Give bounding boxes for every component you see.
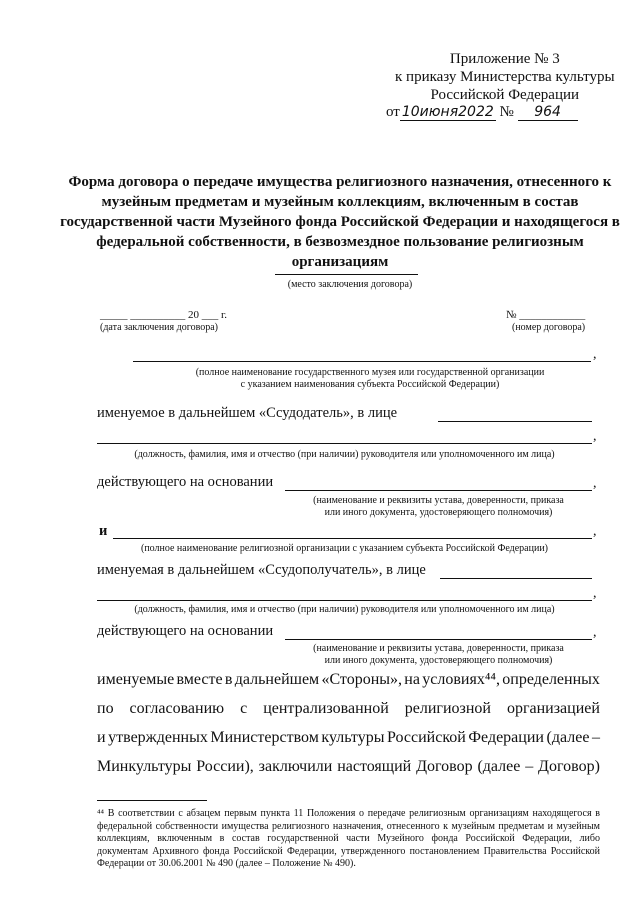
borrower-text: именуемая в дальнейшем «Ссудополучатель», в лице — [97, 562, 426, 578]
basis-caption-2b: или иного документа, удостоверяющего полномочия) — [324, 655, 553, 666]
word: Минкультуры — [97, 758, 192, 775]
word: вместе — [176, 671, 223, 688]
word: Федерации — [468, 729, 544, 746]
lender-text: именуемое в дальнейшем «Ссудодатель», в лице — [97, 405, 398, 421]
appendix-order-line: к приказу Министерства культуры — [395, 69, 615, 85]
date-field: _____ __________ 20 ___ г. — [100, 309, 228, 321]
place-field-line — [275, 274, 418, 275]
word: «Стороны», — [321, 671, 403, 688]
word: централизованной — [263, 700, 389, 717]
word: – — [591, 729, 600, 746]
acting-text-1: действующего на основании — [97, 474, 274, 490]
word: заключили — [258, 758, 333, 775]
word: – — [525, 758, 534, 775]
word: России), — [196, 758, 254, 775]
acting-text-2: действующего на основании — [97, 623, 274, 639]
official-line-1 — [97, 443, 592, 444]
word: дальнейшем — [234, 671, 320, 688]
word: настоящий — [337, 758, 412, 775]
para-line-1 — [97, 671, 600, 689]
word: согласованию — [129, 700, 225, 717]
word: (далее — [546, 729, 590, 746]
date-caption: (дата заключения договора) — [100, 322, 218, 333]
basis-caption-1a: (наименование и реквизиты устава, доверенности, приказа — [313, 495, 564, 506]
appendix-block — [395, 50, 615, 104]
official-caption-1: (должность, фамилия, имя и отчество (при наличии) руководителя или уполномоченного им лица) — [134, 449, 555, 460]
footnote-text: ⁴⁴ В соответствии с абзацем первым пункта 11 Положения о передаче религиозным организациям находящегося в федеральной собственности имущества религиозного назначения, отнесенного к музейным предметам и музейным коллекциям, включенным в состав государственной части Музейного фонда Российской Федерации, либо документам Архивного фонда Российской Федерации, утвержденного постановлением Правительства Российской Федерации от 30.06.2001 № 490 (далее – Положение № 490). — [97, 808, 600, 869]
comma-3: , — [593, 476, 597, 491]
handwritten-number: 964 — [518, 104, 578, 121]
number-label: № — [499, 104, 514, 120]
number-field: № ____________ — [506, 309, 586, 321]
comma-4: , — [593, 524, 597, 539]
official-caption-2: (должность, фамилия, имя и отчество (при наличии) руководителя или уполномоченного им лица) — [134, 604, 555, 615]
date-prefix: от — [386, 104, 400, 120]
place-caption: (место заключения договора) — [287, 279, 413, 290]
and-text: и — [99, 523, 108, 539]
religious-caption: (полное наименование религиозной организации с указанием субъекта Российской Федерации) — [140, 543, 549, 554]
museum-name-line — [133, 361, 591, 362]
word: условиях⁴⁴, — [422, 671, 500, 688]
word: на — [404, 671, 420, 688]
word: организацией — [506, 700, 600, 717]
word: именуемые — [97, 671, 175, 688]
word: культуры — [321, 729, 385, 746]
word: и — [97, 729, 106, 746]
word: Российской — [387, 729, 466, 746]
word: (далее — [477, 758, 521, 775]
basis-line-1 — [285, 490, 592, 491]
word: Министерством — [210, 729, 319, 746]
religious-org-line — [113, 538, 592, 539]
comma-2: , — [593, 429, 597, 444]
basis-caption-2a: (наименование и реквизиты устава, доверенности, приказа — [313, 643, 564, 654]
word: в — [224, 671, 233, 688]
word: по — [97, 700, 114, 717]
comma-5: , — [593, 586, 597, 601]
basis-line-2 — [285, 639, 592, 640]
para-line-4 — [97, 758, 600, 776]
appendix-title: Приложение № 3 — [449, 51, 560, 67]
number-caption: (номер договора) — [512, 322, 586, 333]
word: религиозной — [404, 700, 491, 717]
appendix-date-line — [386, 104, 578, 121]
official-line-2 — [97, 600, 592, 601]
footnote-separator — [97, 800, 207, 801]
word: Договор) — [538, 758, 600, 775]
handwritten-date: 10июня2022 — [401, 104, 494, 120]
word: с — [240, 700, 248, 717]
word: Договор — [416, 758, 473, 775]
basis-caption-1b: или иного документа, удостоверяющего полномочия) — [324, 507, 553, 518]
comma-6: , — [593, 625, 597, 640]
para-line-2 — [97, 700, 600, 718]
word: определенных — [502, 671, 600, 688]
word: утвержденных — [108, 729, 208, 746]
document-title: Форма договора о передаче имущества религиозного назначения, отнесенного к музейным предметам и музейным коллекциям, включенным в состав государственной части Музейного фонда Российской Федерации и находящегося в федеральной собственности, в безвозмездное пользование религиозным организациям — [60, 174, 620, 270]
lender-representative-line — [438, 421, 592, 422]
museum-caption-1: (полное наименование государственного музея или государственной организации — [195, 367, 545, 378]
comma-1: , — [593, 347, 597, 362]
borrower-representative-line — [440, 578, 592, 579]
museum-caption-2: с указанием наименования субъекта Российской Федерации) — [240, 379, 500, 390]
para-line-3 — [97, 729, 600, 747]
appendix-federation-line: Российской Федерации — [430, 87, 580, 103]
